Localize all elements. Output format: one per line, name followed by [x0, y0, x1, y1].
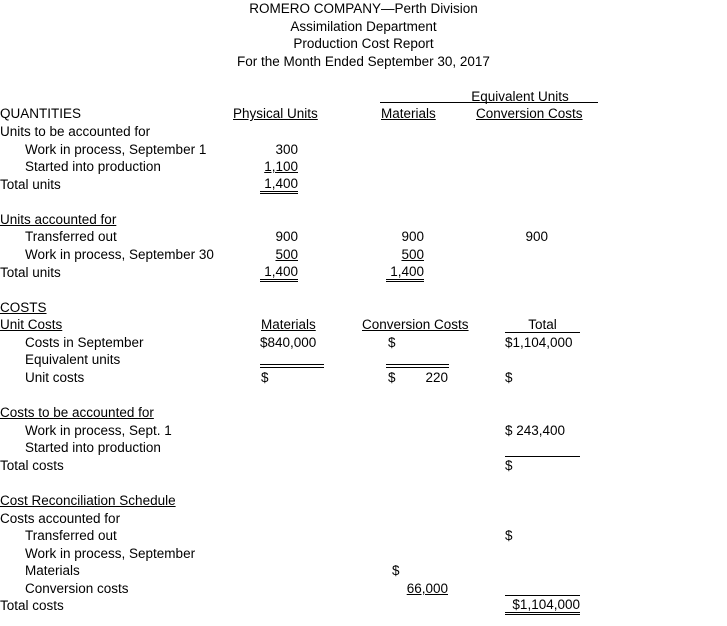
- costs-accounted-label: Costs accounted for: [0, 511, 121, 526]
- total-units-2-label: Total units: [0, 265, 61, 280]
- wip-sept1-label: Work in process, September 1: [25, 142, 207, 157]
- materials-equiv-double-line: [260, 364, 324, 368]
- company-title: ROMERO COMPANY—Perth Division: [249, 1, 478, 16]
- equivalent-units-label: Equivalent units: [25, 352, 121, 367]
- conversion-units-header: Conversion Costs: [476, 106, 583, 121]
- recon-total-costs-value: $1,104,000: [505, 597, 580, 615]
- unit-costs-heading: Unit Costs: [0, 317, 63, 332]
- physical-units-header: Physical Units: [233, 106, 318, 121]
- recon-transferred-total: $: [505, 528, 513, 543]
- report-title: Production Cost Report: [293, 36, 434, 51]
- costs-september-label: Costs in September: [25, 335, 144, 350]
- unit-costs-label: Unit costs: [25, 370, 85, 385]
- costs-september-total: $1,104,000: [505, 335, 573, 350]
- total-units-physical: 1,400: [260, 176, 298, 194]
- recon-total-costs-label: Total costs: [0, 598, 64, 613]
- recon-conversion-label: Conversion costs: [25, 581, 129, 596]
- recon-materials-label: Materials: [25, 563, 80, 578]
- unit-costs-materials: $: [261, 370, 269, 385]
- reconciliation-heading: Cost Reconciliation Schedule: [0, 493, 176, 508]
- costs-conversion-header: Conversion Costs: [362, 317, 469, 332]
- started-cost-label: Started into production: [25, 440, 161, 455]
- wip-sept1-cost-label: Work in process, Sept. 1: [25, 423, 172, 438]
- materials-units-header: Materials: [381, 106, 436, 121]
- recon-total-overline: [505, 595, 580, 596]
- started-label: Started into production: [25, 159, 161, 174]
- wip-sept30-label: Work in process, September 30: [25, 247, 214, 262]
- total-costs-label: Total costs: [0, 458, 64, 473]
- units-to-be-accounted-label: Units to be accounted for: [0, 124, 151, 139]
- transferred-conversion: 900: [525, 229, 548, 244]
- wip-sept30-materials: 500: [401, 247, 424, 262]
- unit-costs-conversion: 220: [425, 370, 448, 385]
- costs-materials-header: Materials: [261, 317, 316, 332]
- recon-materials-value: $: [392, 563, 400, 578]
- transferred-materials: 900: [401, 229, 424, 244]
- total-units-2-physical: 1,400: [260, 264, 298, 282]
- costs-heading: COSTS: [0, 300, 47, 315]
- total-units-label: Total units: [0, 177, 61, 192]
- wip-sept1-cost-total: $ 243,400: [505, 423, 566, 438]
- equivalent-units-header: Equivalent Units: [471, 89, 569, 104]
- started-cost-underline: [505, 456, 580, 457]
- total-costs-value: $: [505, 458, 513, 473]
- wip-sept30-physical: 500: [275, 247, 298, 262]
- transferred-out-label: Transferred out: [25, 229, 117, 244]
- recon-conversion-value: 66,000: [406, 581, 448, 596]
- total-units-2-materials: 1,400: [386, 264, 424, 282]
- costs-september-materials: $840,000: [260, 335, 317, 350]
- recon-transferred-label: Transferred out: [25, 528, 117, 543]
- conversion-equiv-double-line: [386, 364, 449, 368]
- units-accounted-label: Units accounted for: [0, 212, 117, 227]
- costs-total-header: Total: [528, 317, 557, 332]
- report-period: For the Month Ended September 30, 2017: [237, 54, 490, 69]
- costs-september-conversion: $: [388, 335, 396, 350]
- quantities-heading: QUANTITIES: [0, 106, 82, 121]
- transferred-physical: 900: [275, 229, 298, 244]
- costs-to-be-accounted-heading: Costs to be accounted for: [0, 405, 154, 420]
- unit-costs-conversion-sign: $: [388, 370, 396, 385]
- wip-sept1-physical: 300: [275, 142, 298, 157]
- department-title: Assimilation Department: [290, 19, 437, 34]
- started-physical: 1,100: [264, 159, 298, 174]
- recon-wip-label: Work in process, September: [25, 546, 196, 561]
- unit-costs-total: $: [505, 370, 513, 385]
